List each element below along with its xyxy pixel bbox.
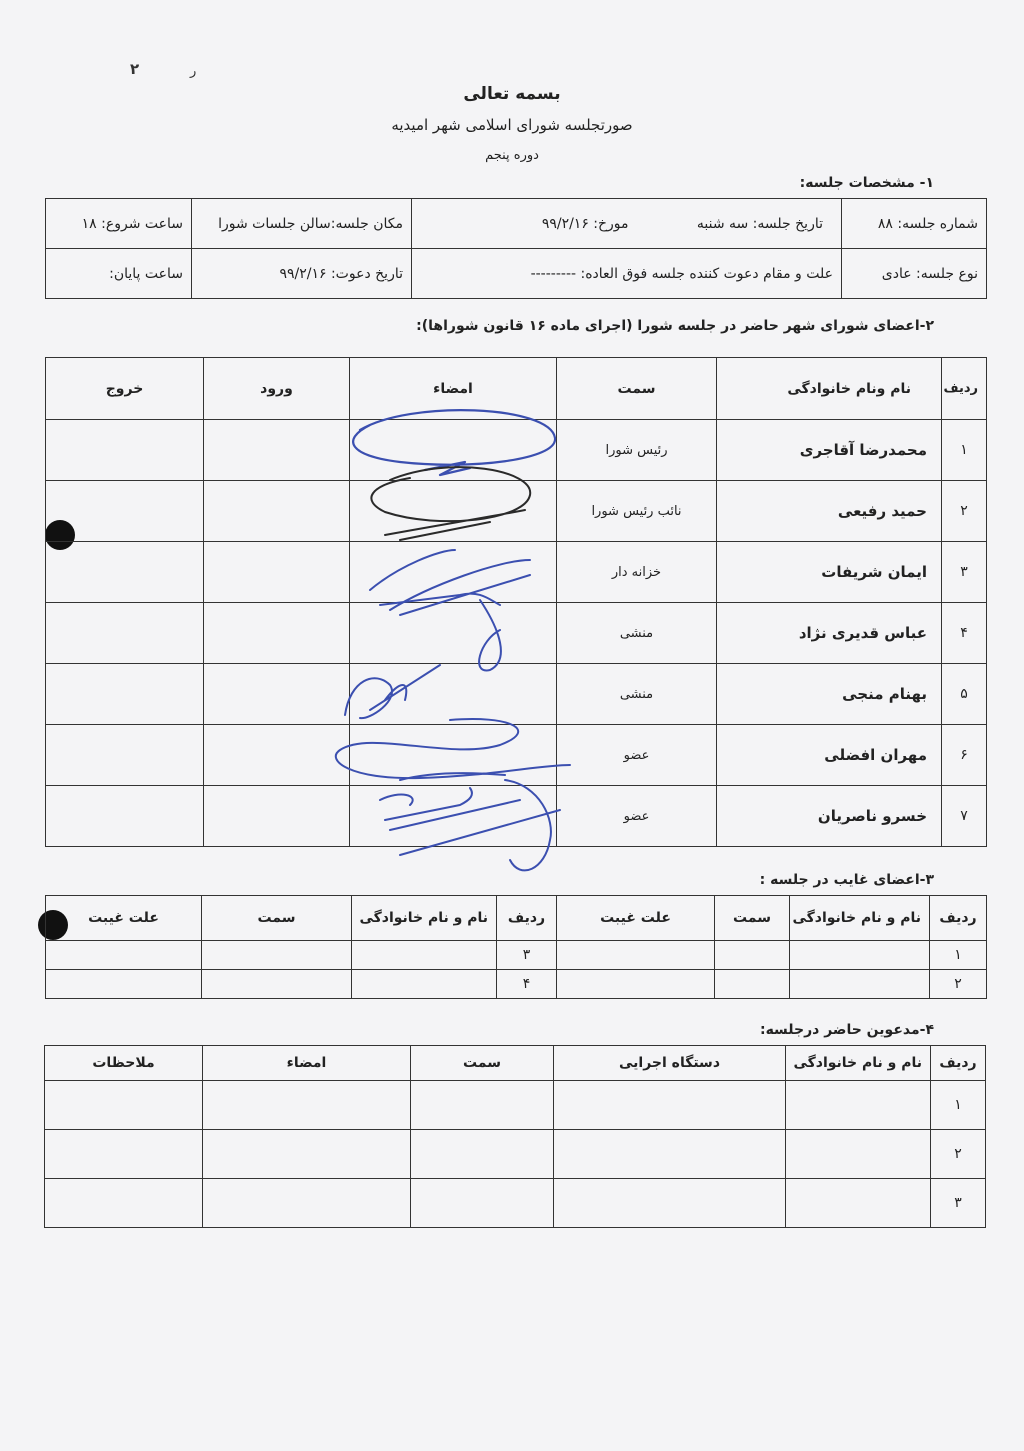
table-row [45, 1179, 986, 1228]
table-row [45, 1130, 986, 1179]
meeting-end-time: ساعت پایان: [46, 249, 192, 299]
section3-title: ۳-اعضای غایب در جلسه : [759, 872, 934, 888]
exit-cell [46, 603, 204, 664]
present-members-table [45, 357, 987, 847]
table-row [46, 970, 987, 999]
col-row: ردیف [930, 896, 987, 941]
meeting-extra-reason: علت و مقام دعوت کننده جلسه فوق العاده: --------- [412, 249, 842, 299]
small-mark: ر [190, 64, 197, 79]
exit-cell [46, 725, 204, 786]
meeting-date: تاریخ جلسه: سه شنبه [696, 215, 823, 232]
entry-cell [204, 725, 350, 786]
member-role: عضو [557, 786, 717, 847]
row-number: ۳ [931, 1179, 986, 1228]
row-number: ۲ [930, 970, 987, 999]
header-term: دوره پنجم [485, 148, 539, 163]
col-sign: امضاء [350, 358, 557, 420]
member-role: عضو [557, 725, 717, 786]
signature-cell [350, 725, 557, 786]
col-name: نام و نام خانوادگی [786, 1046, 931, 1081]
signature-cell [350, 420, 557, 481]
table-row [46, 542, 987, 603]
col-org: دستگاه اجرایی [554, 1046, 786, 1081]
member-name: محمدرضا آقاجری [717, 420, 942, 481]
exit-cell [46, 481, 204, 542]
col-row: ردیف [931, 1046, 986, 1081]
header-bismillah: بسمه تعالی [463, 84, 561, 104]
row-number: ۵ [942, 664, 987, 725]
meeting-date-cell [412, 199, 842, 249]
col-role: سمت [715, 896, 790, 941]
row-number: ۱ [931, 1081, 986, 1130]
row-number: ۶ [942, 725, 987, 786]
member-role: رئیس شورا [557, 420, 717, 481]
col-role: سمت [202, 896, 352, 941]
exit-cell [46, 542, 204, 603]
table-row [46, 725, 987, 786]
signature-cell [350, 603, 557, 664]
member-name: بهنام منجی [717, 664, 942, 725]
table-row [46, 603, 987, 664]
header-title: صورتجلسه شورای اسلامی شهر امیدیه [391, 116, 633, 134]
member-name: ایمان شریفات [717, 542, 942, 603]
meeting-info-row1 [46, 199, 987, 249]
signature-cell [350, 664, 557, 725]
col-row: ردیف [942, 358, 987, 420]
signature-cell [350, 786, 557, 847]
meeting-info-row2 [46, 249, 987, 299]
table-row [46, 420, 987, 481]
row-number: ۴ [942, 603, 987, 664]
table-row [45, 1081, 986, 1130]
row-number: ۱ [942, 420, 987, 481]
table-row [46, 786, 987, 847]
col-reason: علت غیبت [46, 896, 202, 941]
absent-members-table [45, 895, 987, 999]
meeting-type: نوع جلسه: عادی [842, 249, 987, 299]
section2-title: ۲-اعضای شورای شهر حاضر در جلسه شورا (اجرای ماده ۱۶ قانون شوراها): [416, 318, 934, 334]
col-sign: امضاء [203, 1046, 411, 1081]
meeting-place: مکان جلسه:سالن جلسات شورا [192, 199, 412, 249]
col-role: سمت [411, 1046, 554, 1081]
page-number: ۲ [130, 60, 140, 78]
row-number: ۱ [930, 941, 987, 970]
col-notes: ملاحظات [45, 1046, 203, 1081]
meeting-dated: مورخ: ۹۹/۲/۱۶ [541, 215, 629, 232]
row-number: ۴ [497, 970, 557, 999]
meeting-info-table [45, 198, 987, 299]
col-name: نام ونام خانوادگی [717, 358, 942, 420]
signature-cell [350, 481, 557, 542]
invitees-header [45, 1046, 986, 1081]
absent-header [46, 896, 987, 941]
meeting-number: شماره جلسه: ۸۸ [842, 199, 987, 249]
member-role: خزانه دار [557, 542, 717, 603]
section4-title: ۴-مدعوین حاضر درجلسه: [759, 1022, 934, 1038]
row-number: ۲ [942, 481, 987, 542]
exit-cell [46, 420, 204, 481]
table-row [46, 481, 987, 542]
meeting-invite-date: تاریخ دعوت: ۹۹/۲/۱۶ [192, 249, 412, 299]
invitees-table [44, 1045, 986, 1228]
col-role: سمت [557, 358, 717, 420]
signature-cell [350, 542, 557, 603]
col-exit: خروج [46, 358, 204, 420]
member-name: حمید رفیعی [717, 481, 942, 542]
entry-cell [204, 481, 350, 542]
member-role: منشی [557, 664, 717, 725]
member-role: منشی [557, 603, 717, 664]
col-reason: علت غیبت [557, 896, 715, 941]
entry-cell [204, 420, 350, 481]
entry-cell [204, 664, 350, 725]
present-members-header [46, 358, 987, 420]
col-entry: ورود [204, 358, 350, 420]
col-name: نام و نام خانوادگی [352, 896, 497, 941]
section1-title: ۱- مشخصات جلسه: [799, 175, 934, 191]
member-name: مهران افضلی [717, 725, 942, 786]
entry-cell [204, 542, 350, 603]
col-row: ردیف [497, 896, 557, 941]
member-role: نائب رئیس شورا [557, 481, 717, 542]
row-number: ۷ [942, 786, 987, 847]
member-name: عباس قدیری نژاد [717, 603, 942, 664]
member-name: خسرو ناصریان [717, 786, 942, 847]
table-row [46, 941, 987, 970]
exit-cell [46, 664, 204, 725]
table-row [46, 664, 987, 725]
col-name: نام و نام خانوادگی [790, 896, 930, 941]
row-number: ۲ [931, 1130, 986, 1179]
row-number: ۳ [942, 542, 987, 603]
entry-cell [204, 786, 350, 847]
meeting-start-time: ساعت شروع: ۱۸ [46, 199, 192, 249]
exit-cell [46, 786, 204, 847]
entry-cell [204, 603, 350, 664]
row-number: ۳ [497, 941, 557, 970]
